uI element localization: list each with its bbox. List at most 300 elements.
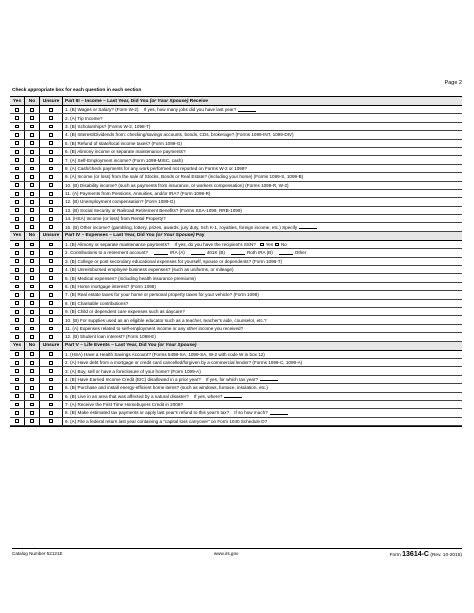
checkbox-yes[interactable]	[15, 251, 19, 255]
checkbox-no[interactable]	[30, 361, 34, 365]
checkbox-no[interactable]	[30, 175, 34, 179]
question-label: 15. (B) Other income? (gambling, lottery, prizes, awards, jury duty, Sch K-1, royalties, foreign income, etc.) Specify	[63, 223, 462, 230]
checkbox-yes[interactable]	[15, 208, 19, 212]
form-number: Form 13614-C (Rev. 10-2015)	[389, 551, 462, 558]
question-label: 12. (B) Unemployment compensation? (Form 1099-G)	[65, 199, 176, 205]
cell-yes	[10, 291, 25, 298]
checkbox-unsure[interactable]	[49, 361, 53, 365]
checkbox-unsure[interactable]	[49, 394, 53, 398]
instruction-text: Check appropriate box for each question in each section	[12, 88, 142, 93]
cell-yes	[10, 241, 25, 248]
cell-no	[25, 401, 40, 408]
checkbox-yes[interactable]	[15, 158, 19, 162]
cell-no	[25, 300, 40, 307]
cell-yes	[10, 140, 25, 147]
catalog-number: Catalog Number 52121E	[12, 551, 63, 556]
question-row	[10, 367, 462, 375]
column-header-yes: Yes	[10, 232, 25, 240]
question-row	[10, 148, 462, 156]
cell-no	[25, 156, 40, 163]
section-title: Part IV – Expenses – Last Year, Did You (or Your Spouse) Pay	[65, 233, 205, 239]
question-row	[10, 359, 462, 367]
cell-unsure	[40, 249, 63, 256]
section-header	[10, 342, 462, 351]
cell-yes	[10, 182, 25, 189]
checkbox-unsure[interactable]	[49, 403, 53, 407]
checkbox-unsure[interactable]	[49, 386, 53, 390]
retirement-option: Other	[277, 250, 307, 255]
cell-unsure	[40, 376, 63, 383]
checkbox-unsure[interactable]	[49, 208, 53, 212]
answer-line[interactable]	[270, 411, 288, 415]
cell-no	[25, 207, 40, 214]
cell-unsure	[40, 140, 63, 147]
cell-yes	[10, 190, 25, 197]
question-label: 9. (B) Child or dependent care expenses such as daycare?	[65, 309, 185, 315]
cell-unsure	[40, 190, 63, 197]
checkbox-unsure[interactable]	[49, 411, 53, 415]
cell-unsure	[40, 207, 63, 214]
question-label: 1. (HSA) Have a Health Savings Account? (Forms 5498-SA, 1099-SA, W-2 with code W in box 12)	[65, 351, 265, 357]
cell-unsure	[40, 308, 63, 315]
checkbox-no[interactable]	[30, 217, 34, 221]
cell-no	[25, 223, 40, 230]
cell-unsure	[40, 173, 63, 180]
question-label: 14. (HSA) Income (or loss) from Rental Property?	[65, 216, 166, 222]
checkbox-yes[interactable]	[15, 108, 19, 112]
checkbox-no[interactable]	[30, 411, 34, 415]
checkbox-yes[interactable]	[15, 192, 19, 196]
checkbox-no[interactable]	[30, 386, 34, 390]
cell-yes	[10, 393, 25, 400]
checkbox-unsure[interactable]	[49, 301, 53, 305]
retirement-amount-line[interactable]	[154, 251, 168, 255]
cell-unsure	[40, 123, 63, 130]
checkbox-no[interactable]	[30, 251, 34, 255]
cell-yes	[10, 418, 25, 425]
question-row	[10, 114, 462, 122]
section-header	[10, 97, 462, 106]
cell-yes	[10, 114, 25, 121]
question-row	[10, 215, 462, 223]
cell-yes	[10, 156, 25, 163]
cell-unsure	[40, 131, 63, 138]
checkbox-unsure[interactable]	[49, 158, 53, 162]
column-header-yes: Yes	[10, 97, 25, 105]
checkbox-no[interactable]	[30, 293, 34, 297]
cell-unsure	[40, 114, 63, 121]
checkbox-yes[interactable]	[15, 276, 19, 280]
cell-yes	[10, 207, 25, 214]
answer-line[interactable]	[299, 225, 317, 229]
checkbox-yes[interactable]	[15, 394, 19, 398]
cell-no	[25, 215, 40, 222]
question-row	[10, 384, 462, 392]
cell-yes	[10, 308, 25, 315]
cell-unsure	[40, 384, 63, 391]
column-header-unsure: Unsure	[40, 342, 63, 350]
question-label: 3. (A) Buy, sell or have a foreclosure of your home? (Form 1099-A)	[65, 368, 201, 374]
retirement-option: Roth IRA (B)	[229, 250, 273, 255]
question-label: 3. (B) Scholarships? (Forms W-2, 1098-T)	[65, 123, 151, 129]
questionnaire-form	[10, 96, 462, 427]
ssn-no-checkbox[interactable]	[275, 243, 279, 247]
question-label: 12. (B) Student loan interest? (Form 1098-E)	[65, 334, 156, 340]
cell-yes	[10, 359, 25, 366]
cell-no	[25, 182, 40, 189]
question-row	[10, 198, 462, 206]
checkbox-no[interactable]	[30, 150, 34, 154]
checkbox-unsure[interactable]	[49, 167, 53, 171]
checkbox-yes[interactable]	[15, 141, 19, 145]
checkbox-no[interactable]	[30, 167, 34, 171]
cell-no	[25, 114, 40, 121]
question-row	[10, 418, 462, 426]
question-row	[10, 207, 462, 215]
cell-no	[25, 106, 40, 113]
question-row	[10, 376, 462, 384]
checkbox-no[interactable]	[30, 259, 34, 263]
checkbox-yes[interactable]	[15, 369, 19, 373]
question-row	[10, 266, 462, 274]
section-title: Part III – Income – Last Year, Did You (or Your Spouse) Receive	[65, 98, 208, 104]
checkbox-no[interactable]	[30, 125, 34, 129]
checkbox-yes[interactable]	[15, 183, 19, 187]
checkbox-unsure[interactable]	[49, 243, 53, 247]
question-label: 11. (A) Expenses related to self-employment income or any other income you received?	[65, 325, 244, 331]
checkbox-no[interactable]	[30, 183, 34, 187]
cell-no	[25, 190, 40, 197]
checkbox-no[interactable]	[30, 327, 34, 331]
cell-unsure	[40, 258, 63, 265]
question-label: 5. (B) Refund of state/local income taxes? (Form 1099-G)	[65, 140, 182, 146]
cell-unsure	[40, 333, 63, 340]
question-label: 4. (B) Unreimbursed employee business expenses? (such as uniforms, or mileage)	[65, 267, 234, 273]
cell-no	[25, 249, 40, 256]
cell-yes	[10, 123, 25, 130]
cell-unsure	[40, 148, 63, 155]
question-label: 9. (A) File a federal return last year containing a "capital loss carryover" on Form 1040 Schedule D?	[65, 418, 268, 424]
question-row	[10, 308, 462, 316]
cell-yes	[10, 367, 25, 374]
cell-unsure	[40, 165, 63, 172]
question-row	[10, 131, 462, 139]
retirement-option: 401K (B)	[189, 250, 225, 255]
checkbox-yes[interactable]	[15, 293, 19, 297]
checkbox-no[interactable]	[30, 403, 34, 407]
question-row	[10, 165, 462, 173]
cell-yes	[10, 300, 25, 307]
checkbox-unsure[interactable]	[49, 116, 53, 120]
cell-no	[25, 409, 40, 416]
question-row	[10, 393, 462, 401]
question-label: 8. (B) Make estimated tax payments or apply last year's refund to this year's tax? If so how much?	[63, 409, 462, 416]
checkbox-no[interactable]	[30, 419, 34, 423]
cell-no	[25, 316, 40, 323]
question-row	[10, 401, 462, 409]
checkbox-yes[interactable]	[15, 378, 19, 382]
cell-unsure	[40, 223, 63, 230]
checkbox-yes[interactable]	[15, 259, 19, 263]
answer-line[interactable]	[260, 377, 278, 381]
cell-yes	[10, 384, 25, 391]
checkbox-no[interactable]	[30, 378, 34, 382]
cell-unsure	[40, 106, 63, 113]
checkbox-unsure[interactable]	[49, 318, 53, 322]
cell-unsure	[40, 182, 63, 189]
question-label: 1. (B) Alimony or separate maintenance payments? If yes, do you have the recipient's SSN? Yes No	[65, 242, 287, 248]
cell-yes	[10, 333, 25, 340]
question-row	[10, 274, 462, 282]
question-label: 2. (A) Tip Income?	[65, 115, 103, 121]
cell-yes	[10, 198, 25, 205]
checkbox-unsure[interactable]	[49, 251, 53, 255]
checkbox-no[interactable]	[30, 158, 34, 162]
checkbox-yes[interactable]	[15, 125, 19, 129]
checkbox-no[interactable]	[30, 394, 34, 398]
question-row	[10, 182, 462, 190]
cell-unsure	[40, 241, 63, 248]
checkbox-no[interactable]	[30, 225, 34, 229]
retirement-amount-line[interactable]	[279, 251, 293, 255]
checkbox-no[interactable]	[30, 243, 34, 247]
checkbox-no[interactable]	[30, 208, 34, 212]
checkbox-yes[interactable]	[15, 217, 19, 221]
cell-unsure	[40, 401, 63, 408]
question-label: 2. Contributions to a retirement account? IRA (A) 401K (B) Roth IRA (B) Other	[65, 250, 307, 256]
question-label: 8. (B) Charitable contributions?	[65, 300, 129, 306]
checkbox-yes[interactable]	[15, 116, 19, 120]
question-label: 3. (B) College or post secondary educational expenses for yourself, spouse or dependents? (Form 1098-T)	[65, 258, 283, 264]
cell-unsure	[40, 156, 63, 163]
checkbox-yes[interactable]	[15, 243, 19, 247]
question-row	[10, 106, 462, 114]
cell-no	[25, 140, 40, 147]
question-row	[10, 316, 462, 324]
column-header-no: No	[25, 342, 40, 350]
question-row	[10, 291, 462, 299]
cell-no	[25, 131, 40, 138]
question-label: 6. (B) Alimony income or separate maintenance payments?	[65, 149, 186, 155]
question-row	[10, 300, 462, 308]
question-label: 6. (B) Live in an area that was affected by a natural disaster? If yes, where?	[63, 393, 462, 400]
cell-no	[25, 198, 40, 205]
cell-yes	[10, 283, 25, 290]
cell-unsure	[40, 198, 63, 205]
checkbox-unsure[interactable]	[49, 419, 53, 423]
cell-no	[25, 173, 40, 180]
checkbox-unsure[interactable]	[49, 378, 53, 382]
checkbox-no[interactable]	[30, 192, 34, 196]
checkbox-no[interactable]	[30, 276, 34, 280]
checkbox-no[interactable]	[30, 268, 34, 272]
checkbox-unsure[interactable]	[49, 192, 53, 196]
cell-unsure	[40, 418, 63, 425]
cell-no	[25, 418, 40, 425]
checkbox-unsure[interactable]	[49, 175, 53, 179]
cell-no	[25, 258, 40, 265]
checkbox-unsure[interactable]	[49, 327, 53, 331]
checkbox-yes[interactable]	[15, 285, 19, 289]
cell-unsure	[40, 325, 63, 332]
section-header	[10, 232, 462, 241]
checkbox-unsure[interactable]	[49, 285, 53, 289]
question-row	[10, 241, 462, 249]
column-header-no: No	[25, 232, 40, 240]
checkbox-yes[interactable]	[15, 327, 19, 331]
cell-yes	[10, 223, 25, 230]
checkbox-no[interactable]	[30, 369, 34, 373]
checkbox-yes[interactable]	[15, 225, 19, 229]
cell-no	[25, 384, 40, 391]
checkbox-yes[interactable]	[15, 310, 19, 314]
checkbox-unsure[interactable]	[49, 268, 53, 272]
checkbox-yes[interactable]	[15, 419, 19, 423]
cell-yes	[10, 325, 25, 332]
cell-yes	[10, 376, 25, 383]
page-number: Page 2	[444, 80, 462, 86]
cell-yes	[10, 316, 25, 323]
cell-no	[25, 308, 40, 315]
checkbox-yes[interactable]	[15, 133, 19, 137]
question-label: 4. (B) Have Earned Income Credit (EIC) disallowed in a prior year? If yes, for which tax year?	[63, 376, 462, 383]
retirement-amount-line[interactable]	[231, 251, 245, 255]
cell-unsure	[40, 393, 63, 400]
checkbox-no[interactable]	[30, 301, 34, 305]
checkbox-yes[interactable]	[15, 301, 19, 305]
checkbox-unsure[interactable]	[49, 352, 53, 356]
cell-no	[25, 367, 40, 374]
checkbox-yes[interactable]	[15, 268, 19, 272]
retirement-amount-line[interactable]	[191, 251, 205, 255]
ssn-options: Yes No	[260, 242, 287, 247]
checkbox-yes[interactable]	[15, 167, 19, 171]
column-header-unsure: Unsure	[40, 232, 63, 240]
cell-no	[25, 148, 40, 155]
checkbox-unsure[interactable]	[49, 293, 53, 297]
question-label: 10. (B) Disability income? (such as payments from insurance, or workers compensation) (Forms 1099-R, W-2)	[65, 182, 289, 188]
question-row	[10, 283, 462, 291]
checkbox-no[interactable]	[30, 133, 34, 137]
checkbox-no[interactable]	[30, 200, 34, 204]
checkbox-unsure[interactable]	[49, 369, 53, 373]
question-label: 6. (B) Home mortgage interest? (Form 1098)	[65, 284, 156, 289]
checkbox-unsure[interactable]	[49, 133, 53, 137]
checkbox-yes[interactable]	[15, 386, 19, 390]
question-row	[10, 325, 462, 333]
question-row	[10, 249, 462, 257]
cell-no	[25, 351, 40, 358]
checkbox-no[interactable]	[30, 318, 34, 322]
cell-yes	[10, 258, 25, 265]
checkbox-no[interactable]	[30, 141, 34, 145]
checkbox-no[interactable]	[30, 352, 34, 356]
cell-yes	[10, 274, 25, 281]
checkbox-unsure[interactable]	[49, 335, 53, 339]
checkbox-yes[interactable]	[15, 150, 19, 154]
cell-yes	[10, 173, 25, 180]
checkbox-no[interactable]	[30, 116, 34, 120]
question-row	[10, 351, 462, 359]
checkbox-yes[interactable]	[15, 403, 19, 407]
checkbox-no[interactable]	[30, 310, 34, 314]
question-label: 10. (B) For supplies used as an eligible educator such as a teacher, teacher's aide, counselor, etc.?	[65, 317, 267, 323]
cell-yes	[10, 409, 25, 416]
website: www.irs.gov	[213, 551, 239, 556]
answer-line[interactable]	[224, 394, 242, 398]
checkbox-yes[interactable]	[15, 411, 19, 415]
checkbox-no[interactable]	[30, 108, 34, 112]
checkbox-unsure[interactable]	[49, 310, 53, 314]
cell-unsure	[40, 274, 63, 281]
question-label: 1. (B) Wages or Salary? (Form W-2) If yes, how many jobs did you have last year?	[63, 106, 462, 113]
checkbox-yes[interactable]	[15, 335, 19, 339]
cell-unsure	[40, 283, 63, 290]
checkbox-yes[interactable]	[15, 200, 19, 204]
question-label: 4. (B) Interest/Dividends from: checking/savings accounts, bonds, CDs, brokerage? (Forms 1099-INT, 1099-DIV)	[65, 132, 294, 138]
cell-yes	[10, 401, 25, 408]
checkbox-unsure[interactable]	[49, 125, 53, 129]
checkbox-unsure[interactable]	[49, 217, 53, 221]
checkbox-unsure[interactable]	[49, 276, 53, 280]
checkbox-yes[interactable]	[15, 352, 19, 356]
question-row	[10, 156, 462, 164]
checkbox-unsure[interactable]	[49, 183, 53, 187]
answer-line[interactable]	[238, 108, 256, 112]
cell-no	[25, 291, 40, 298]
cell-yes	[10, 148, 25, 155]
cell-unsure	[40, 351, 63, 358]
cell-unsure	[40, 316, 63, 323]
cell-no	[25, 165, 40, 172]
cell-unsure	[40, 300, 63, 307]
checkbox-yes[interactable]	[15, 175, 19, 179]
checkbox-unsure[interactable]	[49, 108, 53, 112]
question-label: 13. (B) Social Security or Railroad Retirement Benefits? (Forms SSA-1099, RRB-1099)	[65, 207, 242, 213]
cell-no	[25, 241, 40, 248]
cell-no	[25, 274, 40, 281]
question-row	[10, 140, 462, 148]
question-label: 8. (A) Cash/check payments for any work performed not reported on Forms W-2 or 1099?	[65, 165, 247, 171]
question-label: 5. (B) Medical expenses? (including health insurance premiums)	[65, 275, 196, 281]
page-footer	[12, 548, 462, 558]
checkbox-yes[interactable]	[15, 361, 19, 365]
cell-no	[25, 123, 40, 130]
question-row	[10, 333, 462, 341]
checkbox-unsure[interactable]	[49, 141, 53, 145]
checkbox-no[interactable]	[30, 285, 34, 289]
checkbox-no[interactable]	[30, 335, 34, 339]
section-title: Part V – Life Events – Last Year, Did You (or Your Spouse)	[65, 343, 197, 349]
ssn-yes-checkbox[interactable]	[260, 243, 264, 247]
cell-unsure	[40, 266, 63, 273]
cell-yes	[10, 215, 25, 222]
cell-unsure	[40, 367, 63, 374]
question-label: 7. (A) Receive the First Time Homebuyers Credit in 2008?	[65, 402, 183, 408]
cell-no	[25, 359, 40, 366]
checkbox-unsure[interactable]	[49, 225, 53, 229]
checkbox-yes[interactable]	[15, 318, 19, 322]
question-label: 9. (A) Income (or loss) from the sale of Stocks, Bonds or Real Estate? (including your home) (Forms 1099-S, 1099-B)	[65, 174, 304, 180]
column-header-yes: Yes	[10, 342, 25, 350]
checkbox-unsure[interactable]	[49, 200, 53, 204]
cell-no	[25, 393, 40, 400]
question-row	[10, 190, 462, 198]
checkbox-unsure[interactable]	[49, 150, 53, 154]
checkbox-unsure[interactable]	[49, 259, 53, 263]
cell-yes	[10, 131, 25, 138]
cell-yes	[10, 165, 25, 172]
